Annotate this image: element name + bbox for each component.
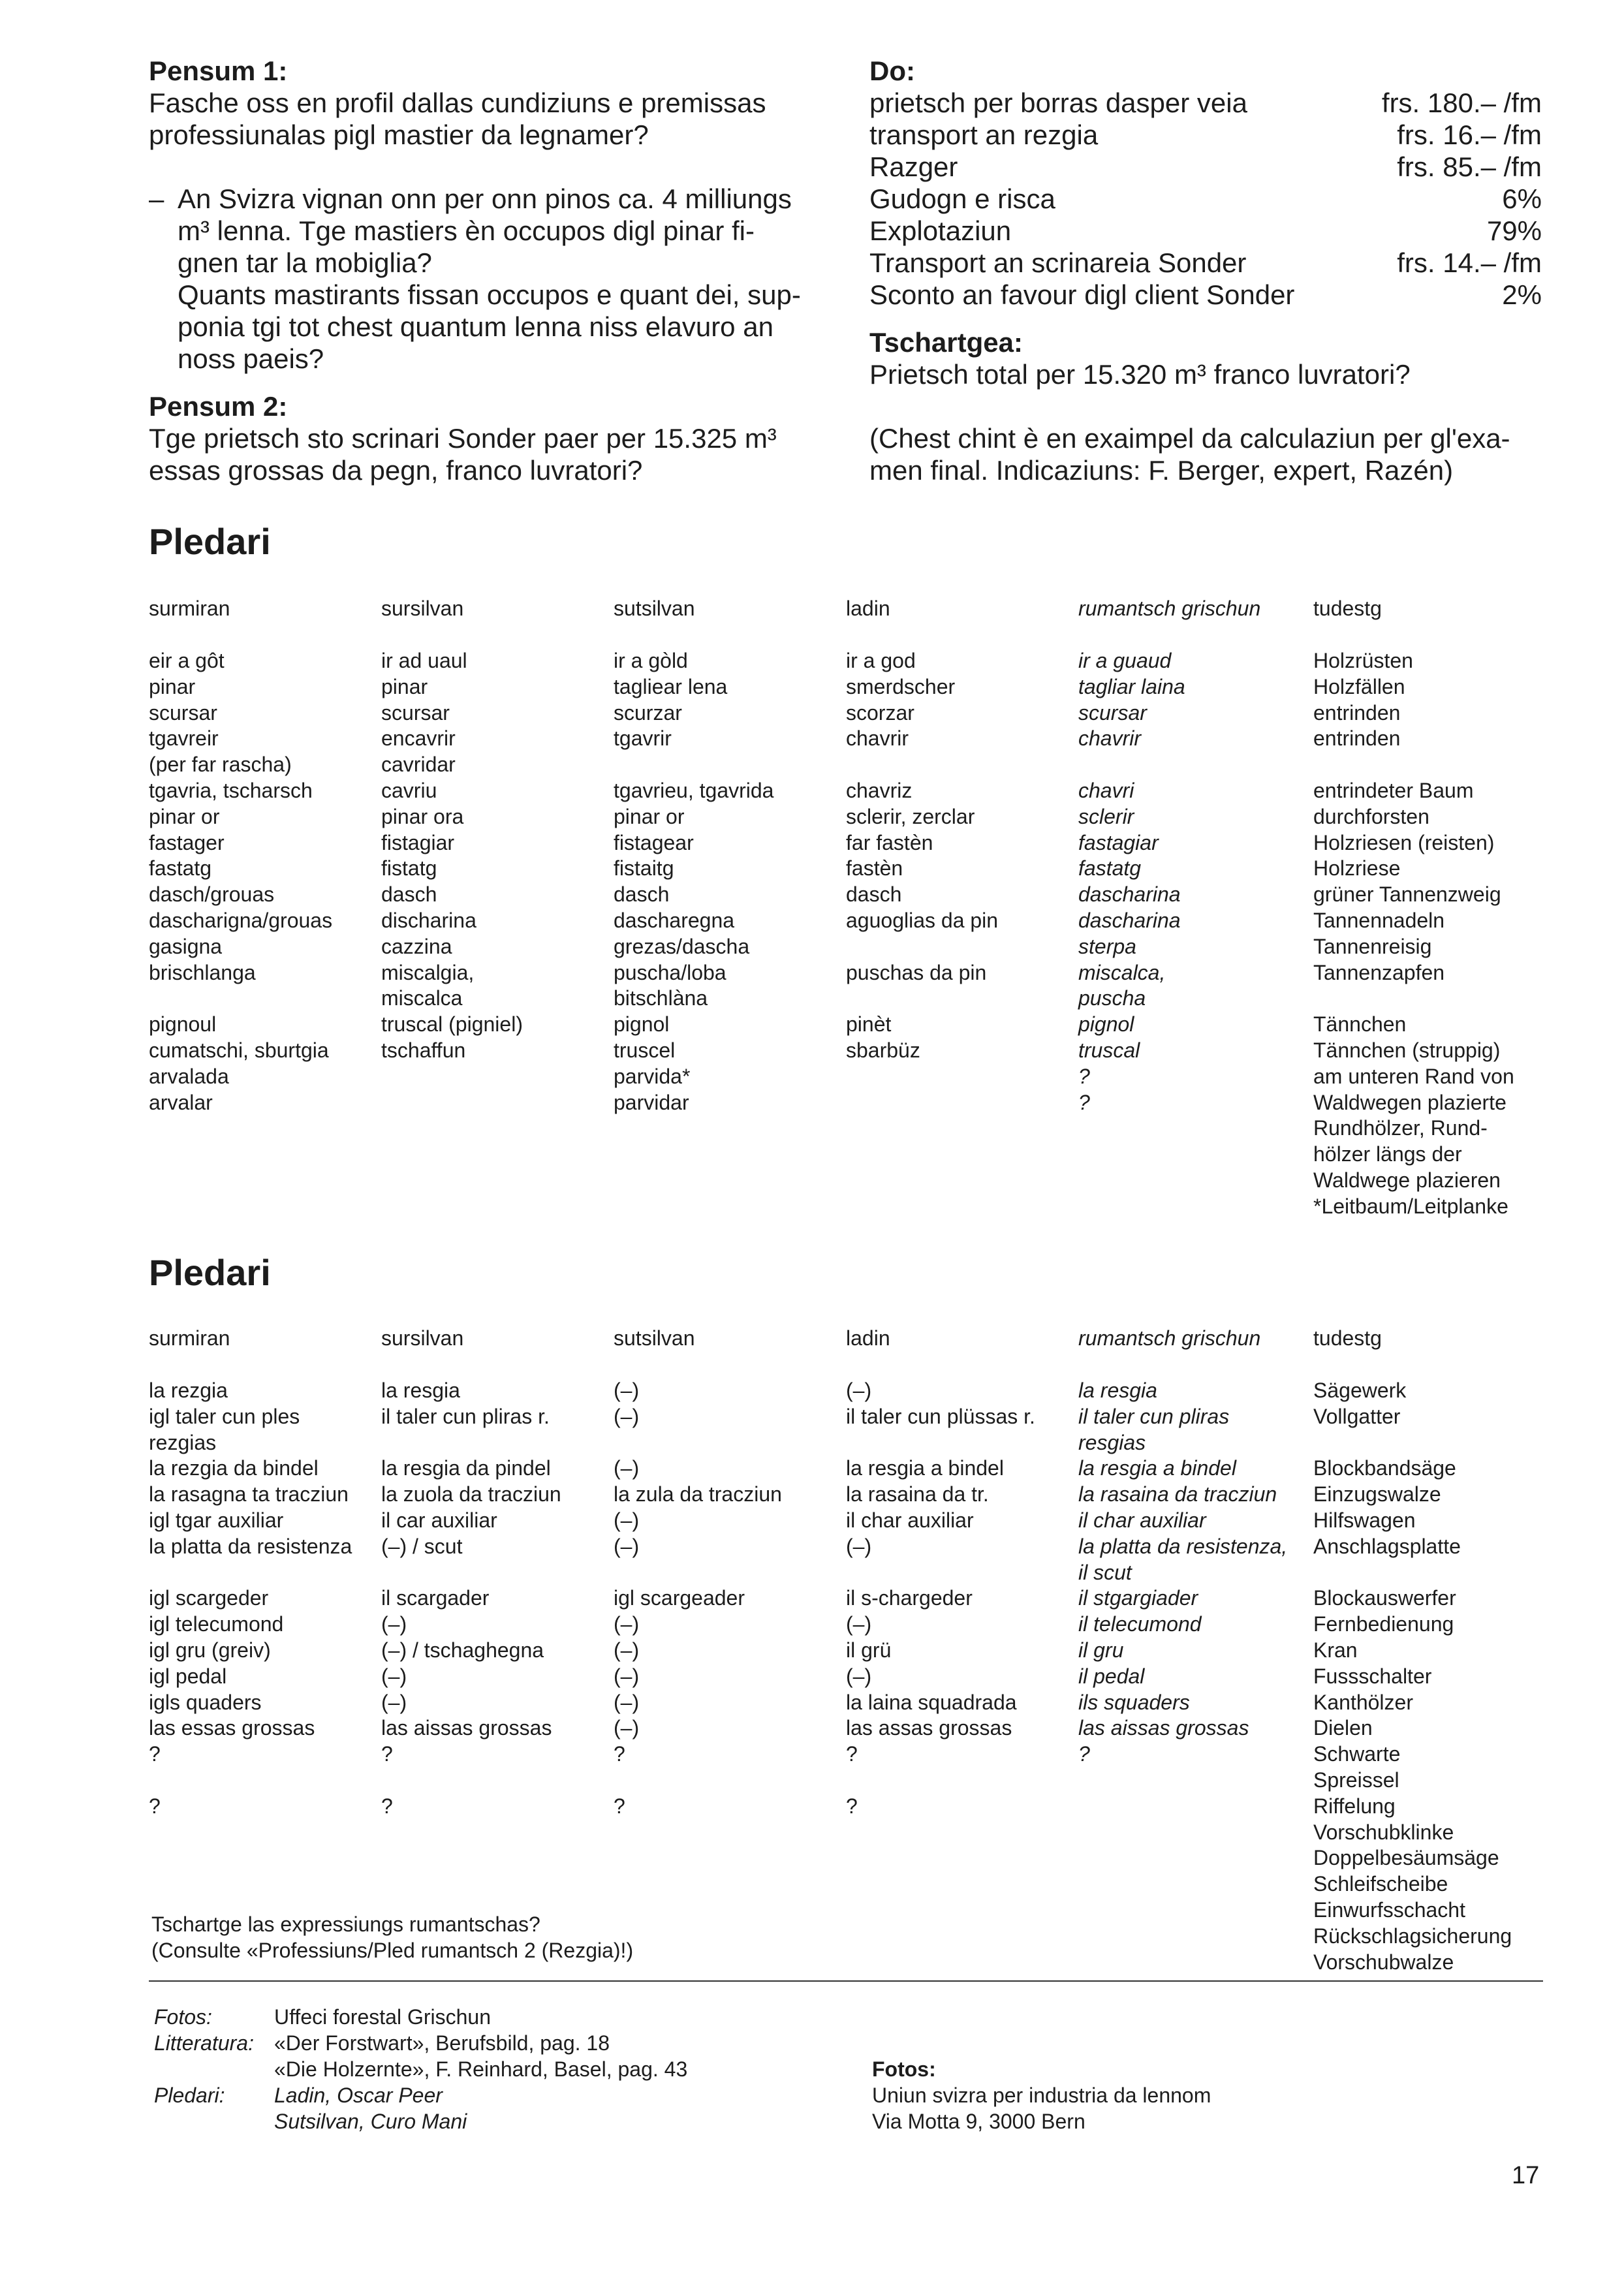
column-header-ladin: ladin xyxy=(846,597,890,620)
table-cell-ladin: il taler cun plüssas r. xyxy=(846,1404,1035,1428)
table-cell-surmiran: igl taler cun ples xyxy=(149,1404,300,1428)
table-cell-surmiran: arvalar xyxy=(149,1090,213,1114)
footer-credit-label: Litteratura: xyxy=(154,2031,254,2055)
table-cell-tudestg: Vorschubklinke xyxy=(1313,1820,1454,1844)
table-cell-ladin: la resgia a bindel xyxy=(846,1456,1004,1480)
footer-credit-text: Ladin, Oscar Peer xyxy=(274,2084,443,2107)
table-cell-sursilvan: la zuola da tracziun xyxy=(381,1482,561,1507)
footer-credit-row xyxy=(154,2056,687,2082)
table-cell-rumantsch-grischun: sterpa xyxy=(1078,934,1136,958)
table-cell-rumantsch-grischun: la rasaina da tracziun xyxy=(1078,1482,1277,1507)
table-cell-sutsilvan: scurzar xyxy=(614,700,682,725)
table-cell-surmiran: la rezgia xyxy=(149,1379,228,1402)
table-cell-rumantsch-grischun: fastagiar xyxy=(1078,830,1159,854)
table-cell-tudestg: Blockbandsäge xyxy=(1313,1456,1456,1480)
table-cell-tudestg: Waldwege plazieren xyxy=(1313,1168,1501,1192)
table-cell-surmiran: arvalada xyxy=(149,1064,229,1088)
pensum1-item-line: gnen tar la mobiglia? xyxy=(178,247,432,278)
table-cell-ladin: la laina squadrada xyxy=(846,1690,1017,1714)
table-cell-sutsilvan: (–) xyxy=(614,1690,640,1714)
table-cell-rumantsch-grischun: la resgia a bindel xyxy=(1078,1456,1236,1480)
do-row-label: prietsch per borras dasper veia xyxy=(869,87,1247,118)
do-row-value: 79% xyxy=(1486,215,1542,246)
table-cell-sutsilvan: ir a gòld xyxy=(614,649,688,672)
table-cell-surmiran: ? xyxy=(149,1742,161,1766)
table-cell-rumantsch-grischun: sclerir xyxy=(1078,804,1134,828)
table-cell-ladin: (–) xyxy=(846,1379,872,1402)
table-cell-tudestg: Spreissel xyxy=(1313,1768,1399,1792)
table-cell-ladin: il char auxiliar xyxy=(846,1508,974,1532)
table-cell-sutsilvan: tgavrir xyxy=(614,726,672,751)
pensum1-item-line: An Svizra vignan onn per onn pinos ca. 4 milliungs xyxy=(178,183,792,214)
footer-right-line: Via Motta 9, 3000 Bern xyxy=(872,2110,1085,2133)
do-row-label: Explotaziun xyxy=(869,215,1012,246)
pledari1-title: Pledari xyxy=(149,521,271,562)
table-cell-rumantsch-grischun: il pedal xyxy=(1078,1664,1145,1688)
pensum1-question-line: Fasche oss en profil dallas cundiziuns e premissas xyxy=(149,87,766,118)
footer-credit-row xyxy=(154,2030,687,2056)
table-cell-surmiran: igls quaders xyxy=(149,1690,262,1714)
do-row xyxy=(869,87,1542,119)
table-cell-surmiran: gasigna xyxy=(149,934,223,958)
table-cell-ladin: il s-chargeder xyxy=(846,1586,973,1610)
do-row-label: Razger xyxy=(869,151,958,182)
table-cell-sutsilvan: (–) xyxy=(614,1508,640,1532)
table-cell-sursilvan: discharina xyxy=(381,909,476,932)
table-cell-rumantsch-grischun: las aissas grossas xyxy=(1078,1716,1249,1740)
table-cell-sutsilvan: ? xyxy=(614,1742,625,1766)
pledari2-title: Pledari xyxy=(149,1252,271,1293)
table-cell-tudestg: hölzer längs der xyxy=(1313,1142,1462,1166)
table-cell-surmiran: la rasagna ta tracziun xyxy=(149,1482,349,1507)
table-cell-sutsilvan: pinar or xyxy=(614,804,685,828)
column-header-rumantsch-grischun: rumantsch grischun xyxy=(1078,1326,1261,1350)
table-cell-sutsilvan: igl scargeader xyxy=(614,1586,745,1610)
table-cell-ladin: aguoglias da pin xyxy=(846,909,999,932)
table-cell-ladin: fastèn xyxy=(846,856,903,881)
table-cell-sursilvan: cavridar xyxy=(381,753,456,777)
table-cell-surmiran: scursar xyxy=(149,700,217,725)
footer-credit-label: Fotos: xyxy=(154,2005,212,2029)
table-cell-sutsilvan: pignol xyxy=(614,1012,670,1037)
do-row xyxy=(869,247,1542,279)
table-cell-tudestg: Blockauswerfer xyxy=(1313,1586,1456,1610)
pensum1-item-line: m³ lenna. Tge mastiers èn occupos digl pinar fi- xyxy=(178,215,755,246)
footer-right-title: Fotos: xyxy=(872,2057,936,2081)
table-cell-tudestg: Kanthölzer xyxy=(1313,1690,1413,1714)
table-cell-ladin: smerdscher xyxy=(846,674,956,698)
table-cell-sutsilvan: fistagear xyxy=(614,830,694,854)
table-cell-surmiran: brischlanga xyxy=(149,960,256,984)
table-cell-sutsilvan: truscel xyxy=(614,1038,676,1062)
table-cell-tudestg: entrinden xyxy=(1313,700,1401,725)
table-cell-surmiran: rezgias xyxy=(149,1430,217,1454)
do-row-value: 2% xyxy=(1502,279,1542,310)
table-cell-rumantsch-grischun: resgias xyxy=(1078,1430,1146,1454)
table-cell-ladin: chavrir xyxy=(846,726,909,751)
list-dash: – xyxy=(149,183,164,214)
table-cell-tudestg: Kran xyxy=(1313,1638,1358,1662)
table-cell-tudestg: entrindeter Baum xyxy=(1313,779,1474,802)
table-cell-sursilvan: miscalgia, xyxy=(381,960,475,984)
pledari2-question xyxy=(151,1911,633,1963)
table-cell-surmiran: igl gru (greiv) xyxy=(149,1638,271,1662)
table-cell-tudestg: Tännchen xyxy=(1313,1012,1407,1037)
footer-right-line: Uniun svizra per industria da lennom xyxy=(872,2084,1211,2107)
table-cell-sursilvan: encavrir xyxy=(381,726,456,751)
table-cell-rumantsch-grischun: il taler cun pliras xyxy=(1078,1404,1230,1428)
table-cell-surmiran: tgavreir xyxy=(149,726,219,751)
tschartgea-title: Tschartgea: xyxy=(869,327,1023,358)
pensum1-item-line: Quants mastirants fissan occupos e quant dei, sup- xyxy=(178,279,801,310)
table-cell-tudestg: Tannenreisig xyxy=(1313,934,1432,958)
table-cell-surmiran: fastager xyxy=(149,830,225,854)
footer-divider xyxy=(149,1980,1543,1982)
table-cell-ladin: il grü xyxy=(846,1638,892,1662)
do-row-value: frs. 14.– /fm xyxy=(1397,247,1542,278)
table-cell-rumantsch-grischun: ? xyxy=(1078,1064,1090,1088)
column-header-ladin: ladin xyxy=(846,1326,890,1350)
table-cell-sursilvan: dasch xyxy=(381,882,437,907)
table-cell-rumantsch-grischun: pignol xyxy=(1078,1012,1134,1037)
table-cell-sursilvan: il car auxiliar xyxy=(381,1508,497,1532)
table-cell-ladin: sbarbüz xyxy=(846,1038,920,1062)
table-cell-rumantsch-grischun: la resgia xyxy=(1078,1379,1157,1402)
footer-credit-row xyxy=(154,2082,687,2108)
table-cell-tudestg: *Leitbaum/Leitplanke xyxy=(1313,1194,1508,1218)
do-row-value: frs. 85.– /fm xyxy=(1397,151,1542,182)
table-cell-sutsilvan: parvida* xyxy=(614,1064,691,1088)
table-cell-surmiran: igl pedal xyxy=(149,1664,227,1688)
table-cell-surmiran: pignoul xyxy=(149,1012,217,1037)
pensum1-item-line: noss paeis? xyxy=(178,343,324,374)
do-row xyxy=(869,279,1542,311)
column-header-sutsilvan: sutsilvan xyxy=(614,1326,695,1350)
do-row-label: Transport an scrinareia Sonder xyxy=(869,247,1247,278)
table-cell-ladin: (–) xyxy=(846,1534,872,1558)
table-cell-surmiran: tgavria, tscharsch xyxy=(149,779,313,802)
table-cell-tudestg: Schwarte xyxy=(1313,1742,1401,1766)
table-cell-ladin: chavriz xyxy=(846,779,913,802)
table-cell-sursilvan: pinar ora xyxy=(381,804,464,828)
table-cell-rumantsch-grischun: il gru xyxy=(1078,1638,1124,1662)
table-cell-tudestg: entrinden xyxy=(1313,726,1401,751)
pensum1-item-line: ponia tgi tot chest quantum lenna niss elavuro an xyxy=(178,311,773,342)
table-cell-sursilvan: ir ad uaul xyxy=(381,649,467,672)
table-cell-ladin: la rasaina da tr. xyxy=(846,1482,989,1507)
table-cell-rumantsch-grischun: il stgargiader xyxy=(1078,1586,1198,1610)
note-line: (Chest chint è en exaimpel da calculaziun per gl'exa- xyxy=(869,423,1510,454)
table-cell-rumantsch-grischun: truscal xyxy=(1078,1038,1140,1062)
table-cell-rumantsch-grischun: ils squaders xyxy=(1078,1690,1190,1714)
table-cell-tudestg: Holzrüsten xyxy=(1313,649,1413,672)
table-cell-sursilvan: truscal (pigniel) xyxy=(381,1012,523,1037)
do-row xyxy=(869,151,1542,183)
table-cell-sutsilvan: tagliear lena xyxy=(614,674,728,698)
table-cell-tudestg: Vorschubwalze xyxy=(1313,1950,1454,1974)
table-cell-tudestg: Hilfswagen xyxy=(1313,1508,1416,1532)
table-cell-surmiran: fastatg xyxy=(149,856,212,881)
do-row xyxy=(869,119,1542,151)
footer-credit-text: «Der Forstwart», Berufsbild, pag. 18 xyxy=(274,2031,610,2055)
pensum1-title: Pensum 1: xyxy=(149,55,288,86)
table-cell-sursilvan: la resgia xyxy=(381,1379,460,1402)
table-cell-rumantsch-grischun: chavrir xyxy=(1078,726,1142,751)
left-text-column xyxy=(149,55,821,486)
do-row-label: Sconto an favour digl client Sonder xyxy=(869,279,1295,310)
table-cell-surmiran: la rezgia da bindel xyxy=(149,1456,319,1480)
table-cell-surmiran: eir a gôt xyxy=(149,649,225,672)
question-line: Tschartge las expressiungs rumantschas? xyxy=(151,1912,540,1936)
footer-credits xyxy=(154,2004,687,2134)
table-cell-rumantsch-grischun: ir a guaud xyxy=(1078,649,1172,672)
table-cell-tudestg: Tännchen (struppig) xyxy=(1313,1038,1501,1062)
table-cell-ladin: dasch xyxy=(846,882,902,907)
table-cell-sursilvan: tschaffun xyxy=(381,1038,466,1062)
column-header-surmiran: surmiran xyxy=(149,597,230,620)
table-cell-sutsilvan: (–) xyxy=(614,1456,640,1480)
table-cell-tudestg: Vollgatter xyxy=(1313,1404,1401,1428)
table-cell-surmiran: ? xyxy=(149,1794,161,1818)
table-cell-surmiran: pinar xyxy=(149,674,196,698)
note-line: men final. Indicaziuns: F. Berger, expert, Razén) xyxy=(869,455,1454,486)
column-header-sursilvan: sursilvan xyxy=(381,1326,464,1350)
table-cell-sutsilvan: (–) xyxy=(614,1404,640,1428)
table-cell-sutsilvan: (–) xyxy=(614,1534,640,1558)
table-cell-sursilvan: las aissas grossas xyxy=(381,1716,552,1740)
footer-credit-label xyxy=(154,2108,274,2134)
table-cell-sursilvan: ? xyxy=(381,1794,393,1818)
do-row xyxy=(869,183,1542,215)
table-cell-tudestg: Holzfällen xyxy=(1313,674,1405,698)
table-cell-ladin: ir a god xyxy=(846,649,916,672)
table-cell-tudestg: Einwurfsschacht xyxy=(1313,1898,1465,1922)
table-cell-tudestg: Schleifscheibe xyxy=(1313,1872,1448,1896)
table-cell-tudestg: Tannennadeln xyxy=(1313,909,1445,932)
do-row-value: frs. 16.– /fm xyxy=(1397,119,1542,150)
table-cell-ladin: puschas da pin xyxy=(846,960,987,984)
do-row-label: transport an rezgia xyxy=(869,119,1099,150)
table-cell-surmiran: (per far rascha) xyxy=(149,753,292,777)
table-cell-tudestg: Riffelung xyxy=(1313,1794,1396,1818)
table-cell-sursilvan: (–) xyxy=(381,1690,407,1714)
do-row-value: frs. 180.– /fm xyxy=(1381,87,1542,118)
table-cell-surmiran: pinar or xyxy=(149,804,220,828)
table-cell-ladin: ? xyxy=(846,1742,858,1766)
table-cell-surmiran: cumatschi, sburtgia xyxy=(149,1038,329,1062)
table-cell-tudestg: Dielen xyxy=(1313,1716,1373,1740)
table-cell-sursilvan: (–) xyxy=(381,1664,407,1688)
table-cell-ladin: ? xyxy=(846,1794,858,1818)
table-cell-sursilvan: fistatg xyxy=(381,856,437,881)
pensum1-list-item xyxy=(149,183,821,375)
do-row-label: Gudogn e risca xyxy=(869,183,1055,214)
table-cell-sursilvan: pinar xyxy=(381,674,428,698)
table-cell-tudestg: Waldwegen plazierte xyxy=(1313,1090,1507,1114)
do-list xyxy=(869,87,1542,311)
right-text-column xyxy=(869,55,1542,486)
column-header-tudestg: tudestg xyxy=(1313,1326,1382,1350)
table-cell-sursilvan: (–) / scut xyxy=(381,1534,463,1558)
table-cell-sursilvan: ? xyxy=(381,1742,393,1766)
table-cell-rumantsch-grischun: dascharina xyxy=(1078,882,1181,907)
table-cell-sutsilvan: ? xyxy=(614,1794,625,1818)
table-cell-tudestg: Rundhölzer, Rund- xyxy=(1313,1116,1488,1140)
footer-credit-label xyxy=(154,2056,274,2082)
table-cell-ladin: pinèt xyxy=(846,1012,892,1037)
footer-credit-row xyxy=(154,2108,687,2134)
column-header-sutsilvan: sutsilvan xyxy=(614,597,695,620)
table-cell-surmiran: la platta da resistenza xyxy=(149,1534,352,1558)
table-cell-tudestg: Anschlagsplatte xyxy=(1313,1534,1461,1558)
pensum2-line: Tge prietsch sto scrinari Sonder paer per 15.325 m³ xyxy=(149,423,777,454)
table-cell-tudestg: Einzugswalze xyxy=(1313,1482,1441,1507)
table-cell-rumantsch-grischun: fastatg xyxy=(1078,856,1142,881)
footer-credit-text: «Die Holzernte», F. Reinhard, Basel, pag. 43 xyxy=(274,2057,688,2081)
table-cell-sursilvan: miscalca xyxy=(381,986,463,1010)
table-cell-tudestg: grüner Tannenzweig xyxy=(1313,882,1501,907)
table-cell-sutsilvan: puscha/loba xyxy=(614,960,726,984)
table-cell-rumantsch-grischun: ? xyxy=(1078,1742,1090,1766)
table-cell-sursilvan: (–) / tschaghegna xyxy=(381,1638,544,1662)
table-cell-tudestg: Fussschalter xyxy=(1313,1664,1432,1688)
table-cell-tudestg: am unteren Rand von xyxy=(1313,1064,1514,1088)
table-cell-rumantsch-grischun: il scut xyxy=(1078,1560,1132,1584)
table-cell-rumantsch-grischun: il telecumond xyxy=(1078,1612,1202,1636)
column-header-tudestg: tudestg xyxy=(1313,597,1382,620)
pensum2-title: Pensum 2: xyxy=(149,391,288,422)
table-cell-rumantsch-grischun: puscha xyxy=(1078,986,1146,1010)
table-cell-ladin: las assas grossas xyxy=(846,1716,1012,1740)
table-cell-surmiran: las essas grossas xyxy=(149,1716,315,1740)
table-cell-sutsilvan: la zula da tracziun xyxy=(614,1482,782,1507)
table-cell-sursilvan: il scargader xyxy=(381,1586,490,1610)
table-cell-sursilvan: il taler cun pliras r. xyxy=(381,1404,550,1428)
table-cell-ladin: (–) xyxy=(846,1664,872,1688)
table-cell-rumantsch-grischun: chavri xyxy=(1078,779,1134,802)
table-cell-tudestg: Tannenzapfen xyxy=(1313,960,1445,984)
table-cell-rumantsch-grischun: il char auxiliar xyxy=(1078,1508,1206,1532)
table-cell-tudestg: Holzriese xyxy=(1313,856,1401,881)
table-cell-tudestg: durchforsten xyxy=(1313,804,1429,828)
pensum1-question-line: professiunalas pigl mastier da legnamer? xyxy=(149,119,649,150)
table-cell-sutsilvan: (–) xyxy=(614,1612,640,1636)
do-row xyxy=(869,215,1542,247)
footer-right xyxy=(872,2056,1211,2134)
table-cell-rumantsch-grischun: la platta da resistenza, xyxy=(1078,1534,1288,1558)
table-cell-ladin: far fastèn xyxy=(846,830,933,854)
footer-credit-text: Uffeci forestal Grischun xyxy=(274,2005,491,2029)
table-cell-ladin: sclerir, zerclar xyxy=(846,804,975,828)
column-header-surmiran: surmiran xyxy=(149,1326,230,1350)
do-row-value: 6% xyxy=(1502,183,1542,214)
table-cell-tudestg: Rückschlagsicherung xyxy=(1313,1924,1512,1948)
table-cell-tudestg: Doppelbesäumsäge xyxy=(1313,1846,1499,1870)
question-line: (Consulte «Professiuns/Pled rumantsch 2 (Rezgia)!) xyxy=(151,1939,634,1962)
column-header-rumantsch-grischun: rumantsch grischun xyxy=(1078,597,1261,620)
table-cell-sutsilvan: grezas/dascha xyxy=(614,934,750,958)
table-cell-rumantsch-grischun: scursar xyxy=(1078,700,1147,725)
table-cell-sutsilvan: dasch xyxy=(614,882,670,907)
table-cell-ladin: scorzar xyxy=(846,700,914,725)
table-cell-tudestg: Fernbedienung xyxy=(1313,1612,1454,1636)
table-cell-sursilvan: (–) xyxy=(381,1612,407,1636)
table-cell-tudestg: Holzriesen (reisten) xyxy=(1313,830,1495,854)
tschartgea-text: Prietsch total per 15.320 m³ franco luvratori? xyxy=(869,359,1411,390)
table-cell-sutsilvan: dascharegna xyxy=(614,909,735,932)
table-cell-surmiran: dascharigna/grouas xyxy=(149,909,333,932)
table-cell-tudestg: Sägewerk xyxy=(1313,1379,1407,1402)
table-cell-sutsilvan: (–) xyxy=(614,1664,640,1688)
footer-credit-text: Sutsilvan, Curo Mani xyxy=(274,2110,467,2133)
table-cell-rumantsch-grischun: ? xyxy=(1078,1090,1090,1114)
table-cell-sursilvan: la resgia da pindel xyxy=(381,1456,551,1480)
table-cell-sutsilvan: tgavrieu, tgavrida xyxy=(614,779,774,802)
table-cell-surmiran: igl scargeder xyxy=(149,1586,269,1610)
table-cell-ladin: (–) xyxy=(846,1612,872,1636)
column-header-sursilvan: sursilvan xyxy=(381,597,464,620)
table-cell-sutsilvan: (–) xyxy=(614,1638,640,1662)
table-cell-sutsilvan: bitschlàna xyxy=(614,986,708,1010)
table-cell-sursilvan: scursar xyxy=(381,700,450,725)
table-cell-sursilvan: cavriu xyxy=(381,779,437,802)
table-cell-sutsilvan: (–) xyxy=(614,1379,640,1402)
table-cell-sursilvan: cazzina xyxy=(381,934,452,958)
table-cell-sutsilvan: parvidar xyxy=(614,1090,689,1114)
pensum2-line: essas grossas da pegn, franco luvratori? xyxy=(149,455,643,486)
footer-credit-row xyxy=(154,2004,687,2030)
footer-credit-label: Pledari: xyxy=(154,2084,225,2107)
do-title: Do: xyxy=(869,55,915,86)
table-cell-rumantsch-grischun: tagliar laina xyxy=(1078,674,1185,698)
table-cell-surmiran: igl telecumond xyxy=(149,1612,284,1636)
table-cell-rumantsch-grischun: miscalca, xyxy=(1078,960,1166,984)
table-cell-surmiran: igl tgar auxiliar xyxy=(149,1508,284,1532)
page-number: 17 xyxy=(1512,2162,1540,2189)
table-cell-sutsilvan: fistaitg xyxy=(614,856,674,881)
table-cell-sursilvan: fistagiar xyxy=(381,830,455,854)
table-cell-sutsilvan: (–) xyxy=(614,1716,640,1740)
table-cell-surmiran: dasch/grouas xyxy=(149,882,275,907)
table-cell-rumantsch-grischun: dascharina xyxy=(1078,909,1181,932)
